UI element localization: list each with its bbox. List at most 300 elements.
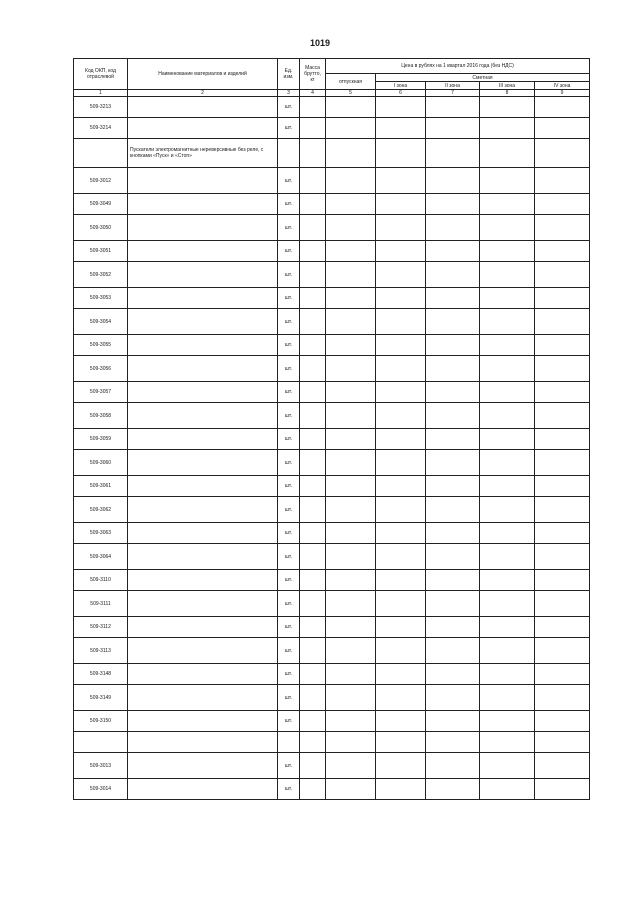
- row-price-zone-4: [535, 570, 590, 591]
- row-price-zone-1: [376, 429, 426, 450]
- page-number: 1019: [309, 38, 331, 48]
- header-name: Наименование материалов и изделий: [128, 59, 278, 90]
- row-unit: шт.: [278, 685, 300, 711]
- row-name: [128, 617, 278, 638]
- row-unit: шт.: [278, 753, 300, 779]
- table-row: [74, 570, 590, 591]
- row-price-zone-3: [480, 429, 535, 450]
- table-row: [74, 429, 590, 450]
- row-name: [128, 450, 278, 476]
- row-price-zone-2: [426, 664, 480, 685]
- row-name: [128, 241, 278, 262]
- column-number: 4: [300, 90, 326, 97]
- row-unit: шт.: [278, 450, 300, 476]
- row-name: [128, 335, 278, 356]
- row-price-zone-1: [376, 403, 426, 429]
- row-unit: шт.: [278, 288, 300, 309]
- row-price-zone-1: [376, 570, 426, 591]
- row-price-zone-3: [480, 476, 535, 497]
- row-mass: [300, 732, 326, 753]
- table-row: [74, 664, 590, 685]
- row-mass: [300, 779, 326, 800]
- row-price-wholesale: [326, 194, 376, 215]
- row-mass: [300, 711, 326, 732]
- row-mass: [300, 638, 326, 664]
- row-price-zone-1: [376, 450, 426, 476]
- row-price-zone-1: [376, 753, 426, 779]
- row-code: 509-3064: [74, 544, 128, 570]
- table-row: [74, 309, 590, 335]
- row-price-zone-4: [535, 450, 590, 476]
- table-row: [74, 356, 590, 382]
- row-unit: шт.: [278, 118, 300, 139]
- row-code: 509-3111: [74, 591, 128, 617]
- row-mass: [300, 476, 326, 497]
- row-price-zone-4: [535, 779, 590, 800]
- row-unit: [278, 139, 300, 168]
- row-mass: [300, 309, 326, 335]
- row-mass: [300, 429, 326, 450]
- table-row: [74, 241, 590, 262]
- row-code: 509-3214: [74, 118, 128, 139]
- row-price-wholesale: [326, 617, 376, 638]
- row-price-zone-4: [535, 168, 590, 194]
- row-price-zone-2: [426, 497, 480, 523]
- row-price-zone-3: [480, 309, 535, 335]
- table-row: [74, 215, 590, 241]
- row-mass: [300, 403, 326, 429]
- row-price-zone-4: [535, 97, 590, 118]
- row-price-zone-4: [535, 335, 590, 356]
- row-unit: шт.: [278, 570, 300, 591]
- row-unit: шт.: [278, 241, 300, 262]
- row-unit: шт.: [278, 356, 300, 382]
- row-code: 509-3062: [74, 497, 128, 523]
- row-price-zone-1: [376, 356, 426, 382]
- row-code: 509-3012: [74, 168, 128, 194]
- row-name: [128, 476, 278, 497]
- row-price-zone-1: [376, 497, 426, 523]
- column-number: 8: [480, 90, 535, 97]
- row-mass: [300, 664, 326, 685]
- row-name: [128, 523, 278, 544]
- row-price-zone-3: [480, 403, 535, 429]
- row-price-wholesale: [326, 664, 376, 685]
- row-mass: [300, 262, 326, 288]
- table-row: [74, 288, 590, 309]
- row-price-zone-3: [480, 638, 535, 664]
- row-price-zone-2: [426, 97, 480, 118]
- row-price-zone-2: [426, 403, 480, 429]
- row-code: 509-3113: [74, 638, 128, 664]
- row-price-wholesale: [326, 118, 376, 139]
- row-price-zone-2: [426, 570, 480, 591]
- price-table: [73, 58, 590, 800]
- row-name: [128, 118, 278, 139]
- row-name: [128, 262, 278, 288]
- column-number: 6: [376, 90, 426, 97]
- row-price-zone-3: [480, 570, 535, 591]
- table-row: [74, 382, 590, 403]
- row-unit: [278, 732, 300, 753]
- row-price-zone-2: [426, 241, 480, 262]
- row-price-zone-4: [535, 753, 590, 779]
- row-code: 509-3148: [74, 664, 128, 685]
- row-price-zone-4: [535, 215, 590, 241]
- row-price-zone-3: [480, 450, 535, 476]
- row-name: [128, 97, 278, 118]
- row-price-zone-4: [535, 638, 590, 664]
- table-row: [74, 118, 590, 139]
- row-price-zone-4: [535, 429, 590, 450]
- row-price-wholesale: [326, 288, 376, 309]
- row-price-zone-1: [376, 591, 426, 617]
- row-price-zone-3: [480, 262, 535, 288]
- row-code: 509-3112: [74, 617, 128, 638]
- column-number: 7: [426, 90, 480, 97]
- row-price-zone-3: [480, 779, 535, 800]
- row-price-zone-4: [535, 664, 590, 685]
- table-row: [74, 711, 590, 732]
- row-price-zone-4: [535, 711, 590, 732]
- table-row: [74, 685, 590, 711]
- row-price-zone-1: [376, 118, 426, 139]
- row-price-zone-2: [426, 523, 480, 544]
- row-price-zone-1: [376, 335, 426, 356]
- row-price-wholesale: [326, 215, 376, 241]
- row-price-zone-2: [426, 356, 480, 382]
- row-unit: шт.: [278, 309, 300, 335]
- row-price-zone-1: [376, 241, 426, 262]
- row-unit: шт.: [278, 215, 300, 241]
- row-price-zone-1: [376, 638, 426, 664]
- row-price-wholesale: [326, 139, 376, 168]
- row-code: [74, 732, 128, 753]
- row-mass: [300, 97, 326, 118]
- row-mass: [300, 497, 326, 523]
- row-code: 509-3056: [74, 356, 128, 382]
- header-price-group: Цена в рублях на 1 квартал 2016 года (без НДС): [326, 59, 590, 74]
- row-price-zone-2: [426, 753, 480, 779]
- row-mass: [300, 194, 326, 215]
- row-price-zone-1: [376, 194, 426, 215]
- row-price-wholesale: [326, 638, 376, 664]
- row-price-zone-3: [480, 497, 535, 523]
- table-row: [74, 779, 590, 800]
- row-unit: шт.: [278, 262, 300, 288]
- row-price-zone-1: [376, 215, 426, 241]
- row-code: 509-3058: [74, 403, 128, 429]
- row-code: 509-3049: [74, 194, 128, 215]
- row-name: [128, 711, 278, 732]
- row-code: 509-3014: [74, 779, 128, 800]
- header-mass: Масса брутто, кг: [300, 59, 326, 90]
- row-price-zone-4: [535, 356, 590, 382]
- column-number-row: [74, 90, 590, 97]
- row-code: 509-3060: [74, 450, 128, 476]
- row-price-zone-4: [535, 523, 590, 544]
- row-price-zone-2: [426, 685, 480, 711]
- row-mass: [300, 450, 326, 476]
- row-price-zone-4: [535, 476, 590, 497]
- row-name: [128, 403, 278, 429]
- row-name: [128, 382, 278, 403]
- row-name: [128, 288, 278, 309]
- column-number: 1: [74, 90, 128, 97]
- row-price-zone-2: [426, 711, 480, 732]
- row-price-zone-1: [376, 476, 426, 497]
- row-price-wholesale: [326, 335, 376, 356]
- row-price-zone-3: [480, 97, 535, 118]
- row-code: 509-3059: [74, 429, 128, 450]
- row-code: 509-3051: [74, 241, 128, 262]
- row-mass: [300, 523, 326, 544]
- row-price-zone-1: [376, 732, 426, 753]
- row-name: [128, 753, 278, 779]
- row-name: [128, 309, 278, 335]
- row-code: 509-3013: [74, 753, 128, 779]
- row-price-zone-1: [376, 382, 426, 403]
- row-mass: [300, 570, 326, 591]
- row-price-zone-3: [480, 523, 535, 544]
- row-code: 509-3054: [74, 309, 128, 335]
- row-unit: шт.: [278, 382, 300, 403]
- row-price-zone-1: [376, 168, 426, 194]
- row-price-zone-3: [480, 168, 535, 194]
- row-mass: [300, 685, 326, 711]
- row-mass: [300, 356, 326, 382]
- row-name: [128, 194, 278, 215]
- row-price-zone-4: [535, 382, 590, 403]
- column-number: 9: [535, 90, 590, 97]
- row-price-zone-2: [426, 288, 480, 309]
- row-code: 509-3053: [74, 288, 128, 309]
- row-unit: шт.: [278, 591, 300, 617]
- row-price-zone-4: [535, 241, 590, 262]
- row-mass: [300, 382, 326, 403]
- row-price-wholesale: [326, 429, 376, 450]
- row-mass: [300, 335, 326, 356]
- row-code: 509-3149: [74, 685, 128, 711]
- row-price-zone-1: [376, 262, 426, 288]
- row-name: [128, 591, 278, 617]
- row-price-wholesale: [326, 779, 376, 800]
- row-price-wholesale: [326, 711, 376, 732]
- table-row: [74, 476, 590, 497]
- row-mass: [300, 215, 326, 241]
- header-wholesale: отпускная: [326, 74, 376, 90]
- row-name: [128, 685, 278, 711]
- row-price-zone-4: [535, 591, 590, 617]
- row-price-wholesale: [326, 544, 376, 570]
- row-price-zone-2: [426, 638, 480, 664]
- column-number: 3: [278, 90, 300, 97]
- row-code: 509-3061: [74, 476, 128, 497]
- row-price-wholesale: [326, 403, 376, 429]
- row-price-zone-4: [535, 288, 590, 309]
- table-row: [74, 523, 590, 544]
- table-row: [74, 450, 590, 476]
- row-code: 509-3063: [74, 523, 128, 544]
- header-zone-1: I зона: [376, 82, 426, 90]
- row-price-wholesale: [326, 497, 376, 523]
- table-row: [74, 97, 590, 118]
- row-mass: [300, 617, 326, 638]
- row-price-zone-2: [426, 779, 480, 800]
- row-price-zone-4: [535, 497, 590, 523]
- row-name: [128, 356, 278, 382]
- row-price-wholesale: [326, 262, 376, 288]
- header-zone-2: II зона: [426, 82, 480, 90]
- row-price-zone-2: [426, 544, 480, 570]
- row-price-zone-4: [535, 309, 590, 335]
- row-unit: шт.: [278, 335, 300, 356]
- row-name: [128, 732, 278, 753]
- row-price-zone-3: [480, 139, 535, 168]
- row-unit: шт.: [278, 544, 300, 570]
- row-unit: шт.: [278, 617, 300, 638]
- row-price-zone-4: [535, 262, 590, 288]
- row-mass: [300, 241, 326, 262]
- row-unit: шт.: [278, 638, 300, 664]
- row-price-zone-1: [376, 139, 426, 168]
- row-code: 509-3150: [74, 711, 128, 732]
- row-price-zone-4: [535, 732, 590, 753]
- row-price-wholesale: [326, 685, 376, 711]
- table-row: [74, 139, 590, 168]
- header-zone-4: IV зона: [535, 82, 590, 90]
- row-price-zone-3: [480, 382, 535, 403]
- header-unit: Ед. изм.: [278, 59, 300, 90]
- row-price-zone-2: [426, 262, 480, 288]
- row-price-wholesale: [326, 309, 376, 335]
- row-unit: шт.: [278, 429, 300, 450]
- row-unit: шт.: [278, 97, 300, 118]
- row-name: [128, 664, 278, 685]
- row-mass: [300, 118, 326, 139]
- row-price-zone-2: [426, 215, 480, 241]
- row-unit: шт.: [278, 194, 300, 215]
- row-price-wholesale: [326, 382, 376, 403]
- row-name: [128, 638, 278, 664]
- row-price-wholesale: [326, 168, 376, 194]
- table-row: [74, 168, 590, 194]
- row-price-zone-1: [376, 97, 426, 118]
- row-price-zone-2: [426, 118, 480, 139]
- row-price-zone-1: [376, 309, 426, 335]
- row-price-zone-3: [480, 356, 535, 382]
- row-code: 509-3110: [74, 570, 128, 591]
- row-price-zone-1: [376, 685, 426, 711]
- row-unit: шт.: [278, 779, 300, 800]
- column-number: 2: [128, 90, 278, 97]
- row-price-zone-4: [535, 403, 590, 429]
- row-price-zone-2: [426, 617, 480, 638]
- table-row: [74, 497, 590, 523]
- table-row: [74, 732, 590, 753]
- row-price-zone-3: [480, 335, 535, 356]
- row-code: 509-3052: [74, 262, 128, 288]
- row-name: [128, 168, 278, 194]
- row-price-zone-3: [480, 753, 535, 779]
- row-code: 509-3057: [74, 382, 128, 403]
- row-price-zone-1: [376, 711, 426, 732]
- row-price-zone-1: [376, 288, 426, 309]
- row-price-zone-1: [376, 617, 426, 638]
- row-name: [128, 429, 278, 450]
- row-unit: шт.: [278, 523, 300, 544]
- row-price-wholesale: [326, 523, 376, 544]
- row-price-zone-3: [480, 591, 535, 617]
- row-price-zone-2: [426, 450, 480, 476]
- row-price-zone-3: [480, 544, 535, 570]
- row-mass: [300, 753, 326, 779]
- table-row: [74, 403, 590, 429]
- row-price-zone-3: [480, 732, 535, 753]
- row-price-wholesale: [326, 476, 376, 497]
- table-row: [74, 591, 590, 617]
- row-price-zone-3: [480, 241, 535, 262]
- row-unit: шт.: [278, 497, 300, 523]
- row-name: [128, 497, 278, 523]
- row-unit: шт.: [278, 711, 300, 732]
- row-code: 509-3055: [74, 335, 128, 356]
- row-price-zone-2: [426, 429, 480, 450]
- table-row: [74, 262, 590, 288]
- row-price-zone-4: [535, 544, 590, 570]
- row-price-zone-2: [426, 476, 480, 497]
- table-body: [74, 97, 590, 800]
- row-name: [128, 779, 278, 800]
- row-price-zone-3: [480, 617, 535, 638]
- row-price-wholesale: [326, 570, 376, 591]
- row-price-wholesale: [326, 356, 376, 382]
- table-row: [74, 194, 590, 215]
- row-price-zone-3: [480, 288, 535, 309]
- row-price-zone-2: [426, 591, 480, 617]
- row-price-wholesale: [326, 732, 376, 753]
- row-price-zone-1: [376, 779, 426, 800]
- row-name: Пускатели электромагнитные нереверсивные без реле, с кнопками «Пуск» и «Стоп»: [128, 139, 278, 168]
- row-price-zone-2: [426, 732, 480, 753]
- row-price-zone-3: [480, 215, 535, 241]
- row-price-zone-3: [480, 664, 535, 685]
- row-price-wholesale: [326, 753, 376, 779]
- row-price-wholesale: [326, 450, 376, 476]
- row-price-zone-2: [426, 168, 480, 194]
- row-price-zone-4: [535, 118, 590, 139]
- header-estimate: Сметная: [376, 74, 590, 82]
- row-unit: шт.: [278, 476, 300, 497]
- table-row: [74, 544, 590, 570]
- table-row: [74, 617, 590, 638]
- row-price-zone-4: [535, 617, 590, 638]
- row-name: [128, 570, 278, 591]
- row-mass: [300, 591, 326, 617]
- table-row: [74, 638, 590, 664]
- row-price-zone-3: [480, 711, 535, 732]
- row-unit: шт.: [278, 403, 300, 429]
- row-price-zone-3: [480, 118, 535, 139]
- table-row: [74, 335, 590, 356]
- row-price-zone-2: [426, 194, 480, 215]
- row-price-zone-1: [376, 523, 426, 544]
- row-price-zone-4: [535, 194, 590, 215]
- row-mass: [300, 139, 326, 168]
- row-name: [128, 215, 278, 241]
- row-price-zone-4: [535, 139, 590, 168]
- row-code: 509-3213: [74, 97, 128, 118]
